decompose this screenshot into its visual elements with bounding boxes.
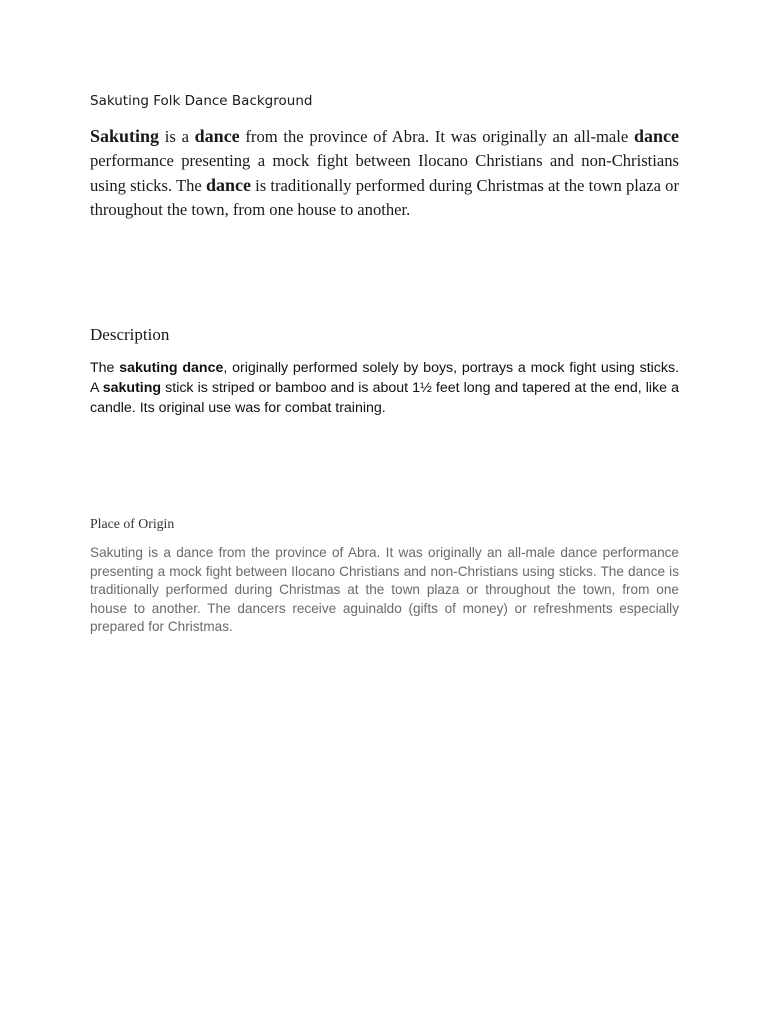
- place-of-origin-heading: Place of Origin: [90, 516, 175, 531]
- intro-text: is traditionally performed during Christmas at the town plaza or throughout the town, from one house to another.: [90, 176, 679, 219]
- keyword-sakuting: Sakuting: [90, 126, 160, 146]
- description-paragraph: [90, 358, 679, 418]
- keyword-sakuting-dance: sakuting dance: [119, 360, 224, 376]
- keyword-sakuting: sakuting: [102, 380, 162, 396]
- description-text: The: [90, 360, 120, 376]
- keyword-dance: dance: [194, 126, 240, 146]
- description-heading: Description: [90, 325, 170, 344]
- intro-paragraph: [90, 124, 679, 222]
- description-text: , originally performed solely by boys, portrays a mock fight using sticks. A: [90, 360, 680, 396]
- intro-text: is a: [159, 127, 195, 146]
- keyword-dance: dance: [633, 126, 679, 146]
- document-title: Sakuting Folk Dance Background: [90, 93, 313, 109]
- place-of-origin-paragraph: Sakuting is a dance from the province of Abra. It was originally an all-male dance performance presenting a mock fight between Ilocano Christians and non-Christians using sticks. The dance is traditionally performed during Christmas at the town plaza or throughout the town, from one house to another. The dancers receive aguinaldo (gifts of money) or refreshments especially prepared for Christmas.: [90, 545, 679, 634]
- intro-text: from the province of Abra. It was originally an all-male: [239, 127, 634, 146]
- intro-text: performance presenting a mock fight between Ilocano Christians and non-Christians using sticks. The: [90, 151, 679, 195]
- description-text: stick is striped or bamboo and is about 1½ feet long and tapered at the end, like a candle. Its original use was for combat training.: [90, 380, 680, 416]
- keyword-dance: dance: [205, 175, 251, 195]
